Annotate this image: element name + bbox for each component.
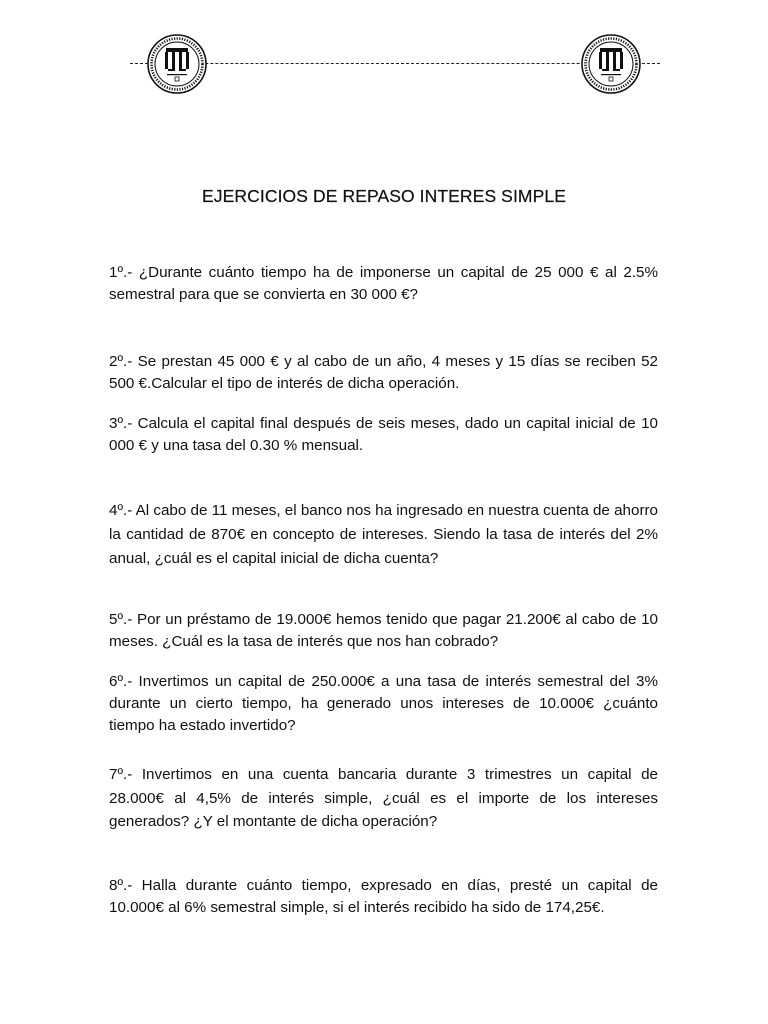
institution-seal-logo-icon bbox=[146, 33, 208, 95]
exercise-6: 6º.- Invertimos un capital de 250.000€ a una tasa de interés semestral del 3% durante un cierto tiempo, ha generado unos intereses de 10.000€ ¿cuánto tiempo ha estado invertido? bbox=[109, 673, 658, 735]
exercise-5: 5º.- Por un préstamo de 19.000€ hemos tenido que pagar 21.200€ al cabo de 10 meses. ¿Cuál es la tasa de interés que nos han cobrado? bbox=[109, 611, 658, 651]
exercise-4: 4º.- Al cabo de 11 meses, el banco nos ha ingresado en nuestra cuenta de ahorro la cantidad de 870€ en concepto de intereses. Siendo la tasa de interés del 2% anual, ¿cuál es el capital inicial de dicha cuenta? bbox=[109, 502, 659, 568]
exercise-1: 1º.- ¿Durante cuánto tiempo ha de imponerse un capital de 25 000 € al 2.5% semestral para que se convierta en 30 000 €? bbox=[109, 264, 658, 304]
exercise-2: 2º.- Se prestan 45 000 € y al cabo de un año, 4 meses y 15 días se reciben 52 500 €.Calcular el tipo de interés de dicha operación. bbox=[109, 353, 658, 393]
exercise-3: 3º.- Calcula el capital final después de seis meses, dado un capital inicial de 10 000 € y una tasa del 0.30 % mensual. bbox=[109, 415, 658, 455]
document-title: EJERCICIOS DE REPASO INTERES SIMPLE bbox=[202, 185, 566, 206]
institution-seal-logo-icon bbox=[580, 33, 642, 95]
exercise-8: 8º.- Halla durante cuánto tiempo, expresado en días, presté un capital de 10.000€ al 6% semestral simple, si el interés recibido ha sido de 174,25€. bbox=[109, 877, 658, 917]
exercise-7: 7º.- Invertimos en una cuenta bancaria durante 3 trimestres un capital de 28.000€ al 4,5% de interés simple, ¿cuál es el importe de los intereses generados? ¿Y el montante de dicha operación? bbox=[109, 766, 658, 831]
